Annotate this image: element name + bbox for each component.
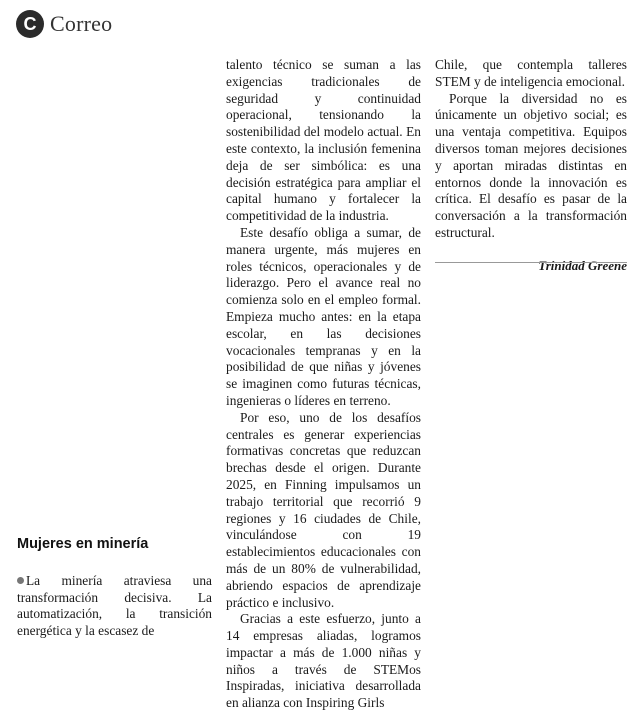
paragraph: talento técnico se suman a las exigencias tradicionales de seguridad y continuidad operacional, tensionando la sostenibilidad del modelo actual. En este contexto, la inclusión femenina deja de ser simbólica: es una decisión estratégica para ampliar el capital humano y fortalecer la competitividad de la industria. bbox=[226, 57, 421, 224]
article-heading: Mujeres en minería bbox=[17, 536, 149, 552]
lead-text: La minería atraviesa una transformación decisiva. La automatización, la transición energética y la escasez de bbox=[17, 572, 212, 639]
paragraph: Este desafío obliga a sumar, de manera urgente, más mujeres en roles técnicos, operacionales y de liderazgo. Pero el avance real no comienza solo en el empleo formal. Empieza mucho antes: en la etapa escolar, en las decisiones vocacionales tempranas y en la posibilidad de que niñas y jóvenes se imaginen como futuras técnicas, ingenieras o líderes en terreno. bbox=[226, 224, 421, 408]
correo-logo-icon: C bbox=[16, 10, 44, 38]
column-1 bbox=[17, 536, 212, 640]
column-2 bbox=[226, 57, 421, 712]
column-3 bbox=[435, 57, 627, 275]
paragraph: Chile, que contempla talleres STEM y de inteligencia emocional. bbox=[435, 57, 627, 89]
author-byline: Trinidad Greene bbox=[538, 257, 627, 273]
paragraph: Por eso, uno de los desafíos centrales es generar experiencias formativas concretas que reduzcan brechas desde el origen. Durante 2025, en Finning impulsamos un trabajo territorial que recorrió 9 regiones y 16 ciudades de Chile, vinculándose con 19 establecimientos educacionales con más de un 80% de vulnerabilidad, abriendo espacios de aprendizaje práctico e inclusivo. bbox=[226, 409, 421, 610]
section-title: Correo bbox=[50, 11, 113, 36]
masthead bbox=[16, 10, 112, 38]
paragraph: Gracias a este esfuerzo, junto a 14 empresas aliadas, logramos impactar a más de 1.000 niñas y niños a través de STEMos Inspiradas, iniciativa desarrollada en alianza con Inspiring Girls bbox=[226, 611, 421, 711]
divider bbox=[435, 262, 627, 263]
bullet-icon bbox=[17, 577, 24, 584]
lead-paragraph bbox=[17, 573, 212, 640]
paragraph: Porque la diversidad no es únicamente un objetivo social; es una ventaja competitiva. Equipos diversos toman mejores decisiones y aportan miradas distintas en entornos donde la innovación es crítica. El desafío es pasar de la conversación a la transformación estructural. bbox=[435, 90, 627, 240]
